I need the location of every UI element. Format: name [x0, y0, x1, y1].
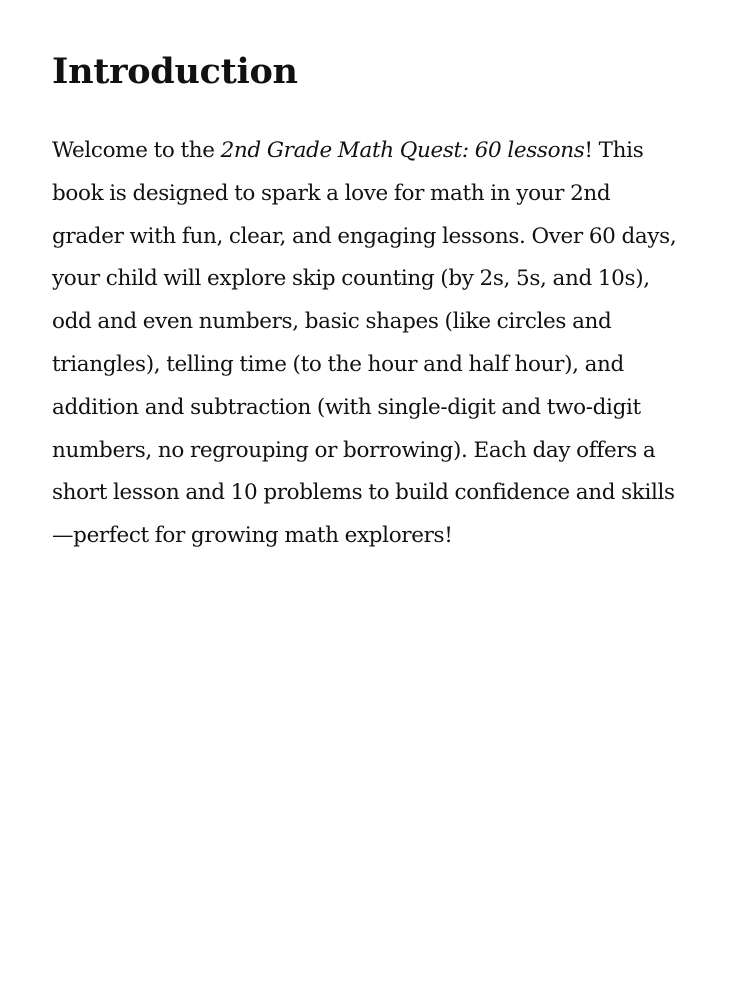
intro-paragraph: [52, 130, 682, 558]
book-title: 2nd Grade Math Quest: 60 lessons: [220, 138, 585, 163]
page-title: Introduction: [52, 51, 298, 92]
intro-text-body: ! This book is designed to spark a love for math in your 2nd grader with fun, clear, and engaging lessons. Over 60 days, your child will explore skip counting (by 2s, 5s, and 10s), odd and even numbers, basic shapes (like circles and triangles), telling time (to the hour and half hour), and addition and subtraction (with single-digit and two-digit numbers, no regrouping or borrowing). Each day offers a short lesson and 10 problems to build confidence and skills—perfect for growing math explorers!: [52, 138, 677, 549]
document-page: [52, 50, 682, 558]
intro-text-start: Welcome to the: [52, 138, 221, 163]
